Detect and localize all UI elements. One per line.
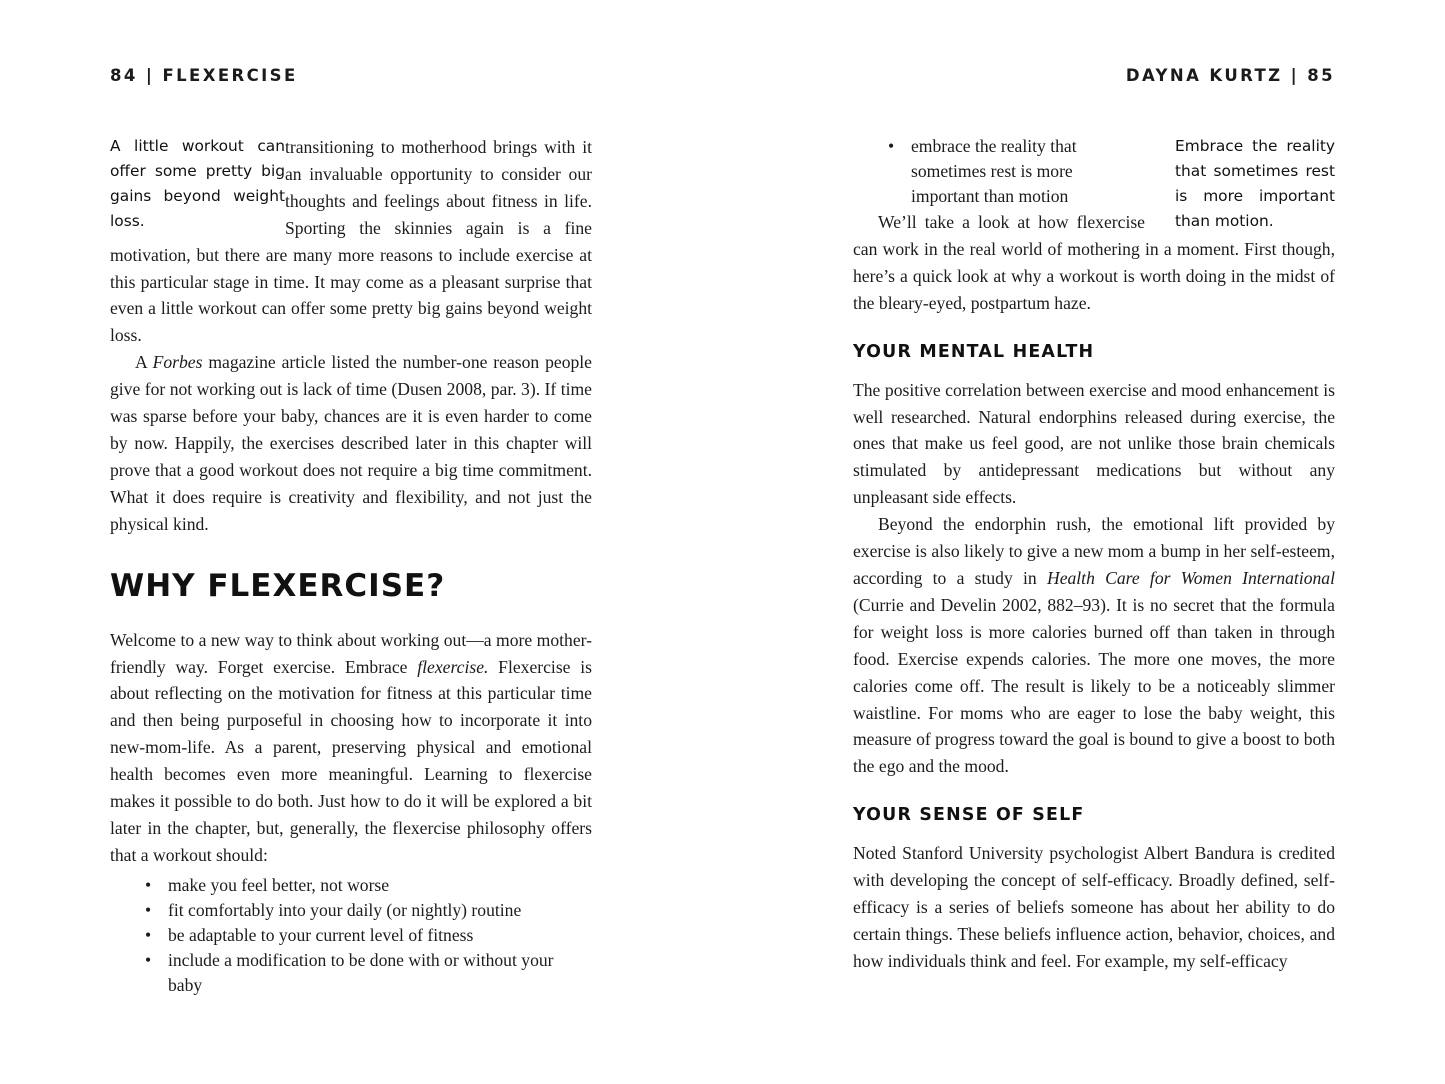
right-paragraph-3-rest: (Currie and Develin 2002, 882–93). It is no secret that the formula for weight loss is more calories burned off than taken in through food. Exercise expends calories. The more one moves, the more calories come off. The result is likely to be a noticeably slimmer waistline. For moms who are eager to lose the baby weight, this measure of progress toward the goal is bound to give a boost to both the ego and the mood. bbox=[853, 594, 1335, 777]
list-item: • fit comfortably into your daily (or nightly) routine bbox=[145, 898, 592, 923]
right-paragraph-3-start: Beyond the endorphin rush, the emotional lift provided by exercise is also likely to give a new mom a bump in her self-esteem, according to a study in bbox=[853, 514, 1335, 588]
left-paragraph-1: transitioning to motherhood brings with it an invaluable opportunity to consider our thoughts and feelings about fitness in life. Sporting the skinnies again is a fine motivation, but there are many more reasons to include exercise at this particular stage in time. It may come as a pleasant surprise that even a little workout can offer some pretty big gains beyond weight loss. bbox=[110, 137, 592, 346]
section-heading-mental-health: YOUR MENTAL HEALTH bbox=[853, 341, 1095, 362]
list-item: • include a modification to be done with or without your baby bbox=[145, 948, 592, 998]
right-paragraph-4: Noted Stanford University psychologist Albert Bandura is credited with developing the concept of self-efficacy. Broadly defined, self-efficacy is a series of beliefs someone has about her ability to do certain things. These beliefs influence action, behavior, choices, and how individuals think and feel. For example, my self-efficacy bbox=[853, 843, 1335, 971]
right-paragraph-3 bbox=[853, 511, 1335, 780]
left-paragraph-3 bbox=[110, 627, 592, 869]
left-paragraph-3-start: Welcome to a new way to think about working out—a more mother-friendly way. Forget exercise. Embrace bbox=[110, 629, 592, 677]
left-paragraph-2 bbox=[110, 349, 592, 537]
left-text-column bbox=[110, 134, 592, 998]
continued-criteria-list bbox=[853, 134, 1335, 209]
forbes-italic: Forbes bbox=[152, 352, 203, 373]
right-paragraph-2: The positive correlation between exercise and mood enhancement is well researched. Natural endorphins released during exercise, the ones that make us feel good, are not unlike those brain chemicals stimulated by antidepressant medications but without any unpleasant side effects. bbox=[853, 379, 1335, 508]
left-running-head: 84 | FLEXERCISE bbox=[110, 66, 298, 85]
left-pull-quote: A little workout can offer some pretty big gains beyond weight loss. bbox=[110, 137, 285, 230]
left-paragraph-2-start: A bbox=[135, 352, 153, 373]
list-item: • make you feel better, not worse bbox=[145, 873, 592, 898]
right-pull-quote: Embrace the reality that sometimes rest is more important than motion. bbox=[1175, 137, 1335, 230]
right-text-column bbox=[853, 134, 1335, 975]
journal-title-italic: Health Care for Women International bbox=[1046, 567, 1335, 588]
chapter-heading: WHY FLEXERCISE? bbox=[110, 567, 446, 604]
list-item: • be adaptable to your current level of fitness bbox=[145, 923, 592, 948]
flexercise-italic: flexercise. bbox=[417, 656, 489, 677]
section-heading-sense-of-self: YOUR SENSE OF SELF bbox=[853, 805, 1085, 826]
right-running-head: DAYNA KURTZ | 85 bbox=[1125, 66, 1335, 85]
right-paragraph-1: We’ll take a look at how flexercise can work in the real world of mothering in a moment. First though, here’s a quick look at why a workout is worth doing in the midst of the bleary-eyed, postpartum haze. bbox=[853, 212, 1335, 313]
left-paragraph-3-rest: Flexercise is about reflecting on the motivation for fitness at this particular time and then being purposeful in choosing how to incorporate it into new-mom-life. As a parent, preserving physical and emotional health becomes even more meaningful. Learning to flexercise makes it possible to do both. Just how to do it will be explored a bit later in the chapter, but, generally, the flexercise philosophy offers that a workout should: bbox=[110, 656, 592, 865]
workout-criteria-list bbox=[110, 873, 592, 998]
list-item: • embrace the reality that sometimes rest is more important than motion bbox=[888, 134, 1335, 209]
left-paragraph-2-rest: magazine article listed the number-one reason people give for not working out is lack of time (Dusen 2008, par. 3). If time was sparse before your baby, chances are it is even harder to come by now. Happily, the exercises described later in this chapter will prove that a good workout does not require a big time commitment. What it does require is creativity and flexibility, and not just the physical kind. bbox=[110, 352, 592, 534]
